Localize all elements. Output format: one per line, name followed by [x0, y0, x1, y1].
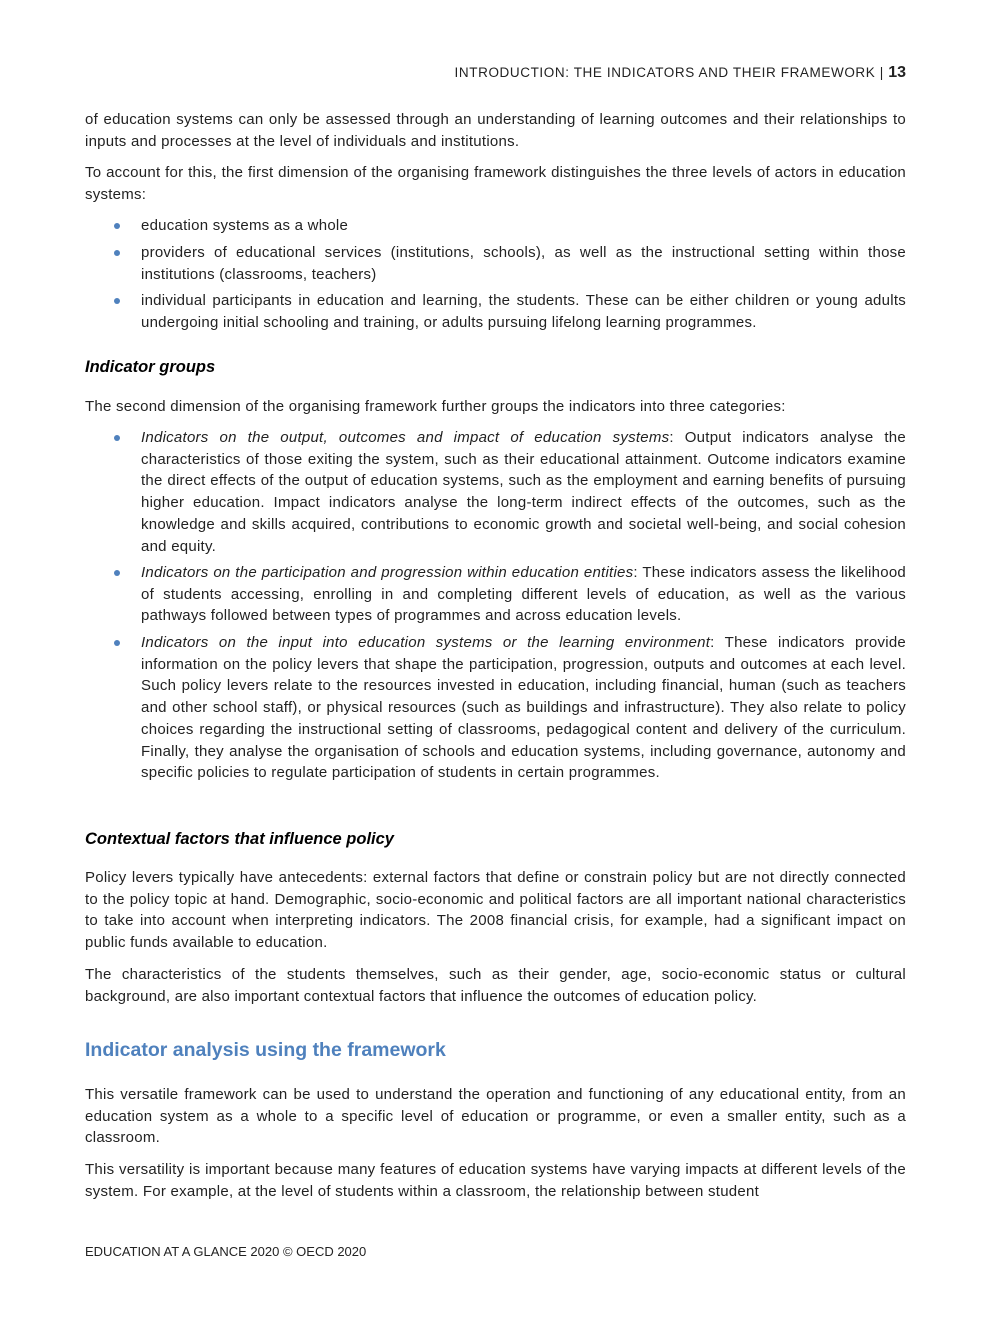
list-item	[141, 427, 906, 557]
list-item-lead: Indicators on the input into education systems or the learning environment	[141, 634, 711, 651]
page-footer: EDUCATION AT A GLANCE 2020 © OECD 2020	[85, 1244, 367, 1259]
page-number: 13	[888, 64, 906, 81]
list-item	[141, 215, 906, 237]
list-item	[141, 290, 906, 333]
paragraph: The second dimension of the organising framework further groups the indicators into three categories:	[85, 398, 786, 415]
list-item	[141, 242, 906, 285]
section-heading: Indicator groups	[85, 358, 216, 376]
bullet-icon	[114, 223, 120, 229]
paragraph: The characteristics of the students themselves, such as their gender, age, socio-economic status or cultural background, are also important contextual factors that influence the outcomes of education policy.	[85, 966, 906, 1005]
list-item-lead: Indicators on the participation and progression within education entities	[141, 564, 634, 581]
bullet-icon	[114, 435, 120, 441]
list-item-lead: Indicators on the output, outcomes and impact of education systems	[141, 429, 670, 446]
list-item-text: : Output indicators analyse the characteristics of those exiting the system, such as their educational attainment. Outcome indicators examine the direct effects of the output of education systems, such as the employment and earning benefits of pursuing higher education. Impact indicators analyse the long-term indirect effects of the outcomes, such as the knowledge and skills acquired, contributions to economic growth and societal well-being, and social cohesion and equity.	[141, 429, 906, 555]
header-separator: |	[879, 65, 884, 80]
bullet-icon	[114, 640, 120, 646]
paragraph: of education systems can only be assessed through an understanding of learning outcomes and their relationships to inputs and processes at the level of individuals and institutions.	[85, 111, 906, 150]
section-heading: Contextual factors that influence policy	[85, 830, 394, 848]
list-item-text: providers of educational services (institutions, schools), as well as the instructional setting within those institutions (classrooms, teachers)	[141, 244, 906, 283]
paragraph: Policy levers typically have antecedents: external factors that define or constrain policy but are not directly connected to the policy topic at hand. Demographic, socio-economic and political factors are all important national characteristics to take into account when interpreting indicators. The 2008 financial crisis, for example, had a significant impact on public funds available to education.	[85, 869, 906, 952]
paragraph: This versatility is important because many features of education systems have varying impacts at different levels of the system. For example, at the level of students within a classroom, the relationship between student	[85, 1161, 906, 1200]
section-title: Indicator analysis using the framework	[85, 1039, 446, 1061]
list-item-text: : These indicators assess the likelihood of students accessing, enrolling in and completing different levels of education, as well as the various pathways followed between types of programmes and across education levels.	[141, 564, 906, 625]
list-item	[141, 632, 906, 784]
list-item	[141, 562, 906, 627]
bullet-icon	[114, 570, 120, 576]
bullet-icon	[114, 298, 120, 304]
header-title: INTRODUCTION: THE INDICATORS AND THEIR FRAMEWORK	[454, 65, 876, 80]
bullet-icon	[114, 250, 120, 256]
running-header	[455, 64, 906, 82]
paragraph: This versatile framework can be used to understand the operation and functioning of any educational entity, from an education system as a whole to a specific level of education or programme, or even a smaller entity, such as a classroom.	[85, 1086, 906, 1147]
paragraph: To account for this, the first dimension of the organising framework distinguishes the three levels of actors in education systems:	[85, 164, 906, 203]
list-item-text: education systems as a whole	[141, 217, 349, 234]
list-item-text: : These indicators provide information on the policy levers that shape the participation, progression, outputs and outcomes at each level. Such policy levers relate to the resources invested in education, including financial, human (such as teachers and other school staff), or physical resources (such as buildings and infrastructure). They also relate to policy choices regarding the instructional setting of classrooms, pedagogical content and delivery of the curriculum. Finally, they analyse the organisation of schools and education systems, including governance, autonomy and specific policies to regulate participation of students in certain programmes.	[141, 634, 906, 782]
list-item-text: individual participants in education and learning, the students. These can be either children or young adults undergoing initial schooling and training, or adults pursuing lifelong learning programmes.	[141, 292, 906, 331]
